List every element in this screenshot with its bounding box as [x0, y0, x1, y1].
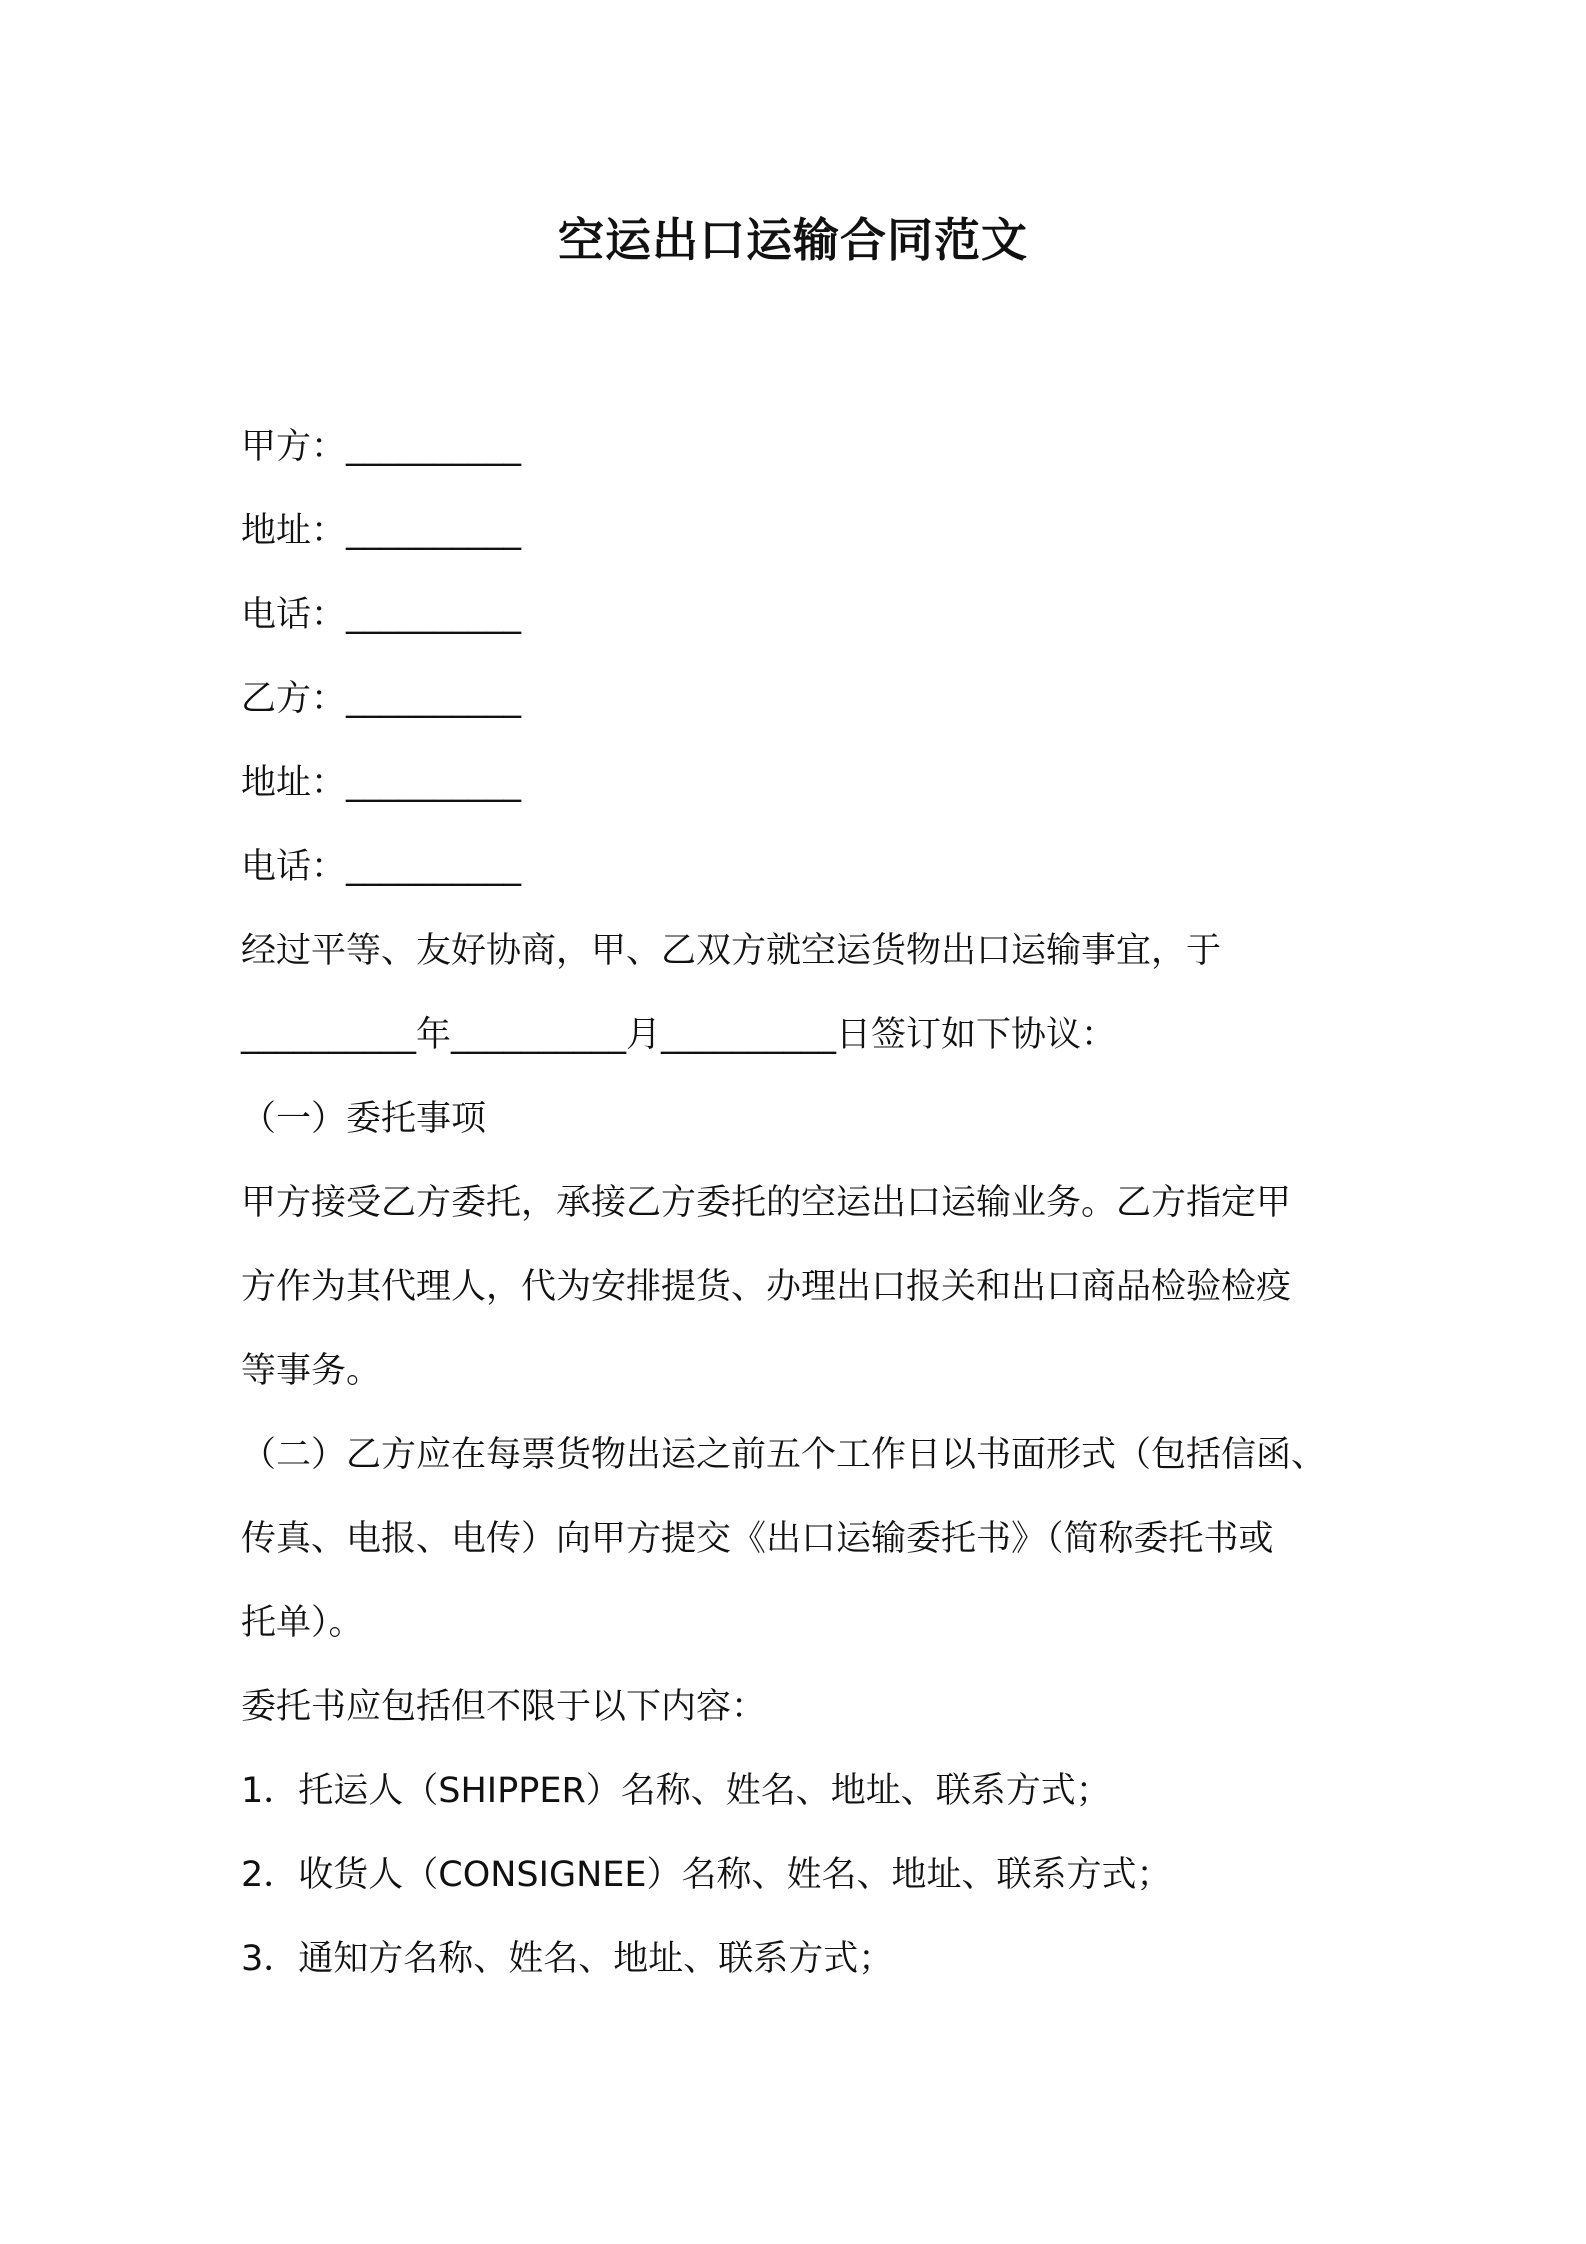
- document-body: [241, 405, 1361, 2001]
- document-title: 空运出口运输合同范文: [558, 213, 1028, 267]
- party-a-phone-line: 电话：__________: [241, 595, 522, 635]
- section-1-text-line: 等事务。: [241, 1351, 382, 1391]
- section-1-text-line: 甲方接受乙方委托，承接乙方委托的空运出口运输业务。乙方指定甲: [241, 1183, 1292, 1223]
- party-a-address-line: 地址：__________: [241, 511, 522, 551]
- section-2-text-line: （二）乙方应在每票货物出运之前五个工作日以书面形式（包括信函、: [241, 1435, 1327, 1475]
- party-b-address-line: 地址：__________: [241, 763, 522, 803]
- party-a-name-line: 甲方：__________: [241, 427, 522, 467]
- agreement-intro-line: 经过平等、友好协商，甲、乙双方就空运货物出口运输事宜，于: [241, 931, 1222, 971]
- party-b-phone-line: 电话：__________: [241, 847, 522, 887]
- section-2-text-line: 托单）。: [241, 1603, 364, 1643]
- consignment-contents-intro: 委托书应包括但不限于以下内容：: [241, 1687, 767, 1727]
- list-item-notify-party: 3．通知方名称、姓名、地址、联系方式；: [241, 1939, 894, 1979]
- section-1-text-line: 方作为其代理人，代为安排提货、办理出口报关和出口商品检验检疫: [241, 1267, 1292, 1307]
- section-2-text-line: 传真、电报、电传）向甲方提交《出口运输委托书》（简称委托书或: [241, 1519, 1274, 1559]
- agreement-date-line: __________年__________月__________日签订如下协议：: [241, 1015, 1117, 1055]
- list-item-shipper: 1．托运人（SHIPPER）名称、姓名、地址、联系方式；: [241, 1771, 1111, 1811]
- party-b-name-line: 乙方：__________: [241, 679, 522, 719]
- list-item-consignee: 2．收货人（CONSIGNEE）名称、姓名、地址、联系方式；: [241, 1855, 1172, 1895]
- section-1-heading: （一）委托事项: [241, 1099, 487, 1139]
